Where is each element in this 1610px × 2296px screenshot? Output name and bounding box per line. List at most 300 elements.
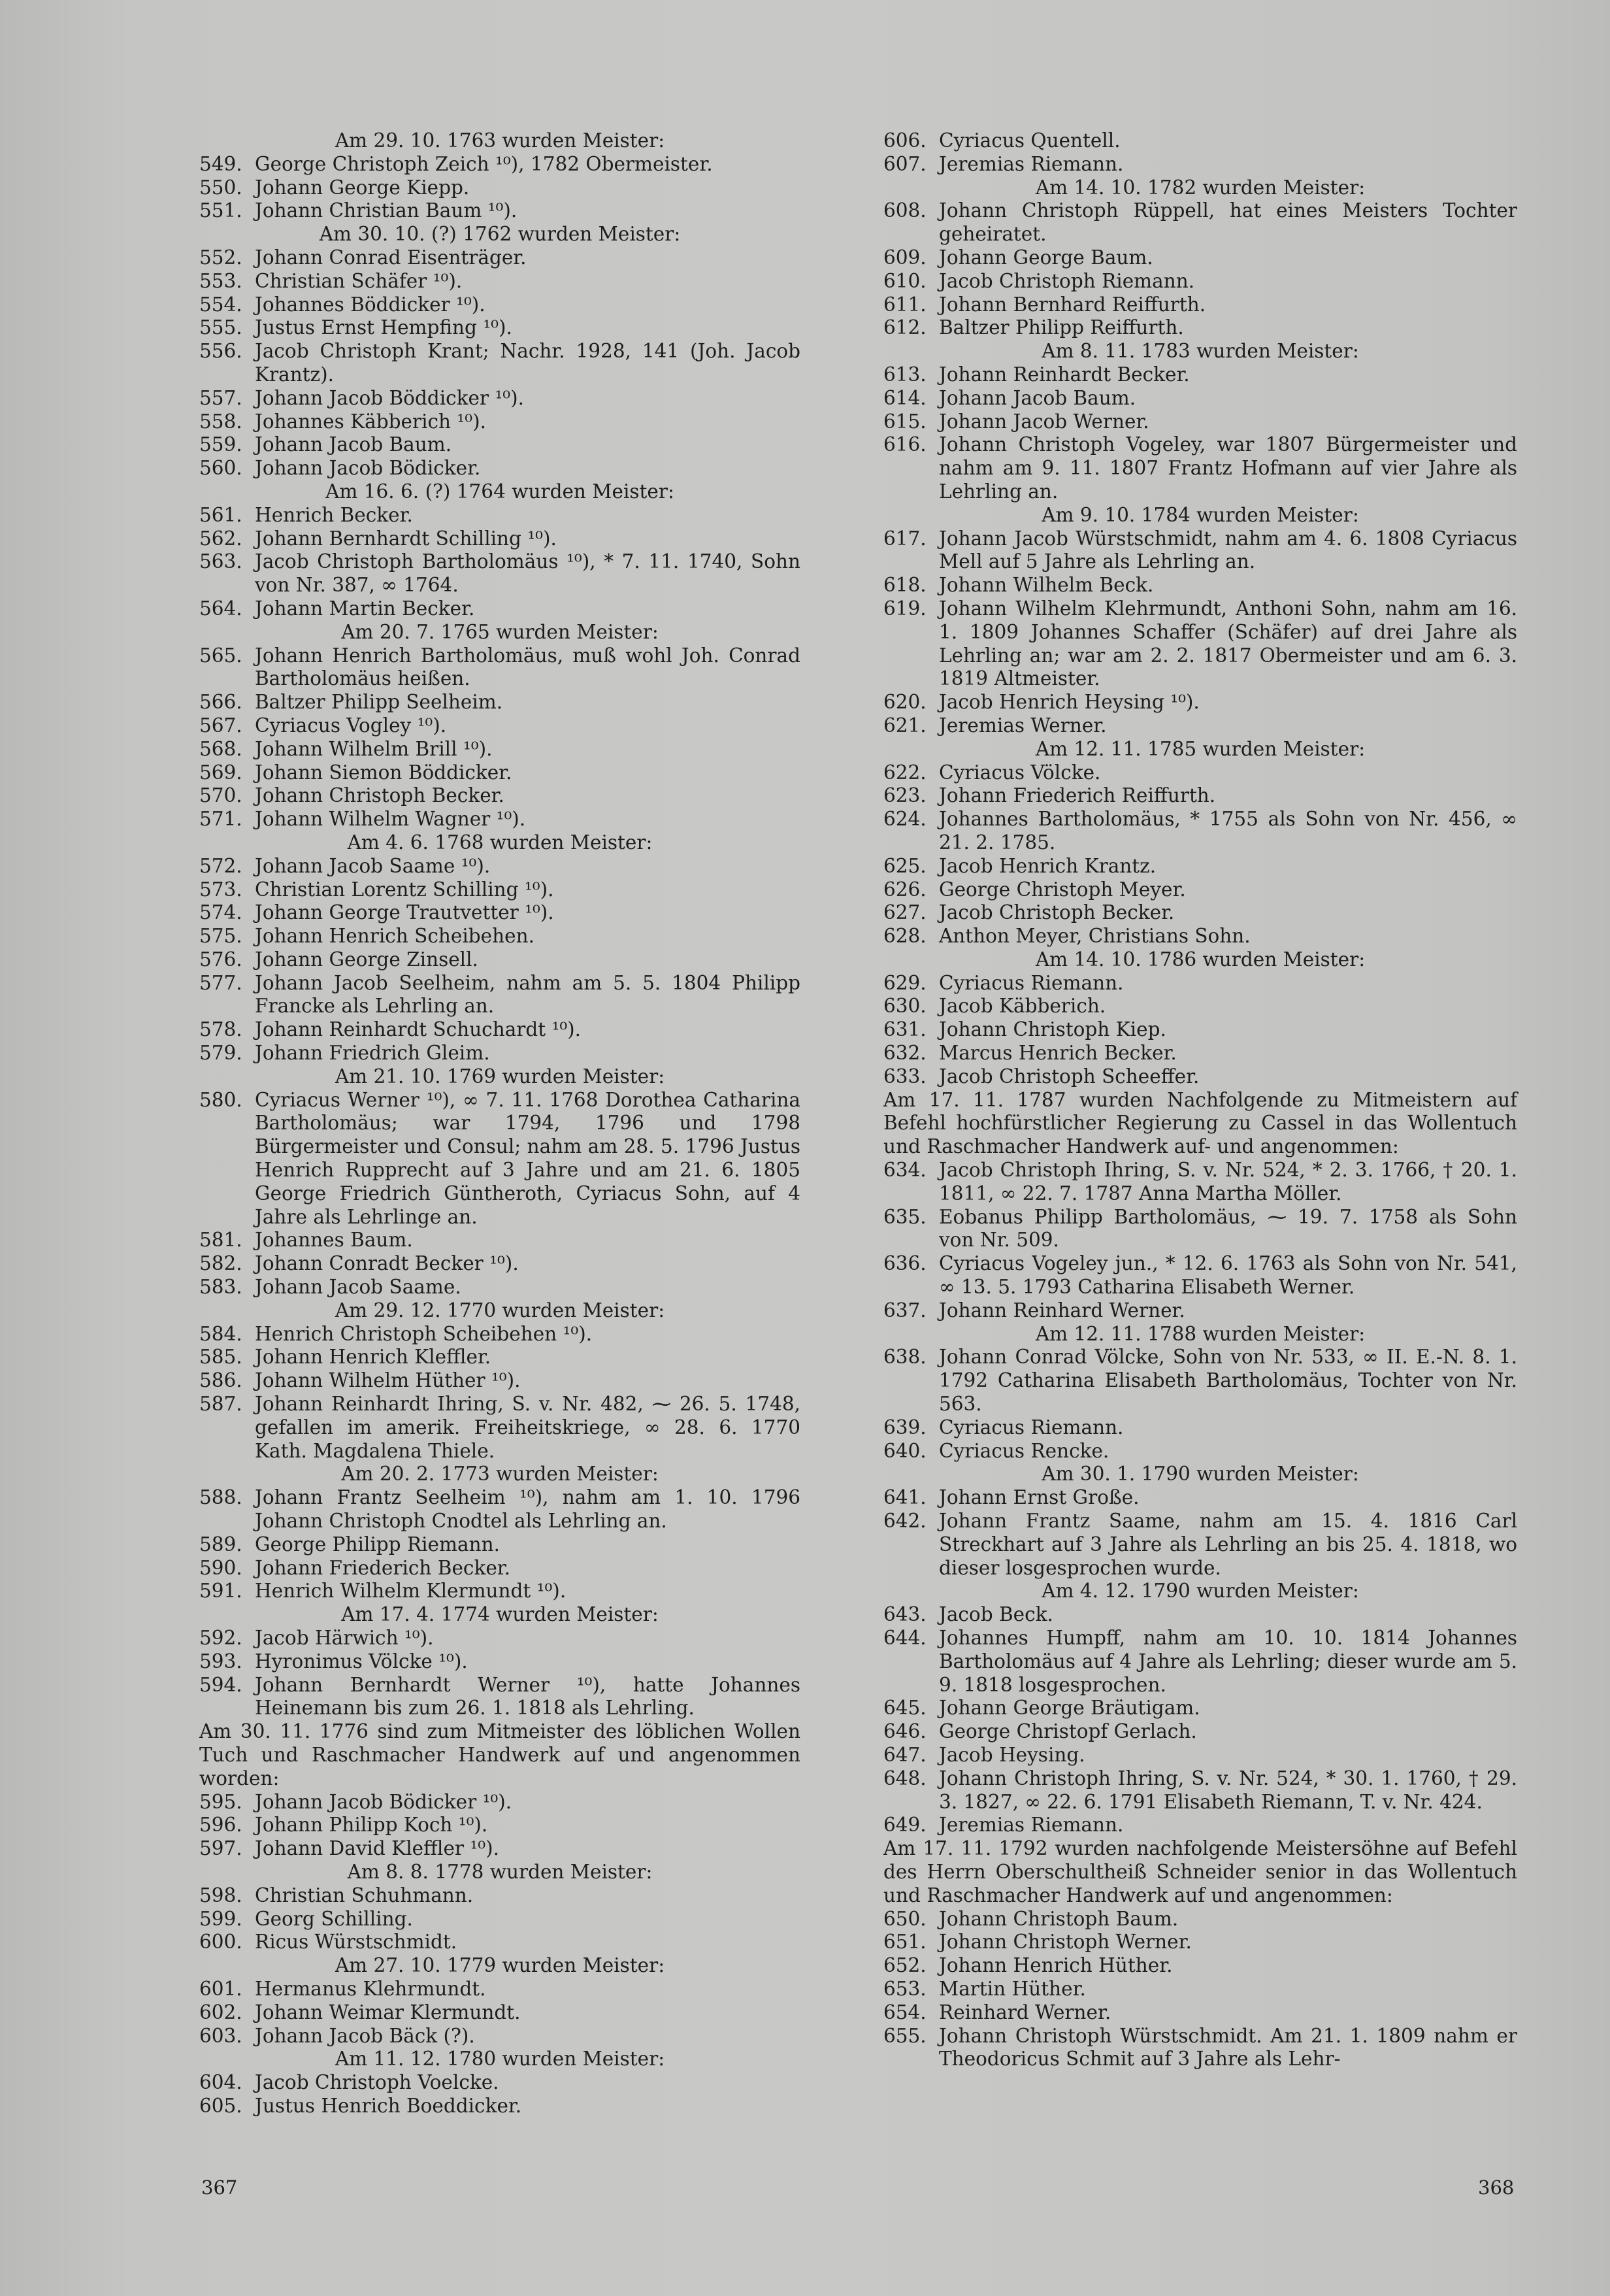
entry-number: 646. [883,1720,927,1743]
entry-number: 578. [199,1018,242,1041]
register-entry [883,387,1517,410]
entry-text: Georg Schilling. [255,1907,413,1930]
entry-number: 564. [199,597,242,620]
entry-number: 586. [199,1369,242,1392]
entry-text: Jacob Christoph Becker. [939,901,1175,924]
register-entry [199,761,800,785]
section-heading: Am 14. 10. 1786 wurden Meister: [1035,948,1366,971]
entry-text: Henrich Wilhelm Klermundt ¹⁰). [255,1580,567,1603]
register-entry [199,784,800,808]
entry-text: Jeremias Riemann. [939,1814,1124,1837]
entry-number: 582. [199,1252,242,1275]
entry-number: 554. [199,293,242,316]
entry-text: Johann Jacob Baum. [255,433,452,456]
entry-number: 647. [883,1743,927,1766]
entry-text: Baltzer Philipp Reiffurth. [939,316,1184,339]
entry-text: Johann Reinhard Werner. [939,1299,1185,1322]
entry-number: 561. [199,503,242,526]
entry-number: 634. [883,1159,927,1182]
entry-number: 635. [883,1205,927,1228]
register-entry [199,410,800,434]
entry-text: Johann George Zinsell. [255,948,478,971]
register-entry [199,387,800,410]
register-entry [883,761,1517,785]
register-entry [199,176,800,200]
section-heading: Am 27. 10. 1779 wurden Meister: [335,1954,665,1977]
entry-number: 644. [883,1627,927,1649]
entry-text: Ricus Würstschmidt. [255,1931,457,1954]
entry-text: Marcus Henrich Becker. [939,1042,1177,1065]
entry-text: Johann Frantz Seelheim ¹⁰), nahm am 1. 10. 1796 Johann Christoph Cnodtel als Lehrling an. [255,1486,800,1533]
entry-number: 621. [883,714,927,737]
register-entry [199,1393,800,1463]
entry-text: Johannes Humpff, nahm am 10. 10. 1814 Johannes Bartholomäus auf 4 Jahre als Lehrling; dieser wurde am 5. 9. 1818 losgesprochen. [939,1627,1517,1696]
register-entry [883,1065,1517,1089]
entry-text: Johann Reinhardt Ihring, S. v. Nr. 482, ⁓ 26. 5. 1748, gefallen im amerik. Freiheitskriege, ∞ 28. 6. 1770 Kath. Magdalena Thiele. [255,1393,800,1462]
entry-number: 592. [199,1627,242,1649]
register-entry [883,1206,1517,1253]
register-entry [199,199,800,223]
register-entry [199,1346,800,1369]
register-entry [199,644,800,691]
register-entry [883,855,1517,878]
register-entry [199,1837,800,1861]
entry-text: Johann Wilhelm Hüther ¹⁰). [255,1369,521,1392]
entry-number: 562. [199,527,242,550]
register-entry [199,925,800,948]
register-entry [883,199,1517,246]
entry-text: Johann Christoph Würstschmidt. Am 21. 1. 1809 nahm er Theodoricus Schmit auf 3 Jahre als Lehr- [939,2024,1517,2071]
entry-number: 559. [199,433,242,456]
entry-text: Jacob Christoph Riemann. [939,269,1195,292]
entry-text: Johannes Käbberich ¹⁰). [255,410,486,433]
entry-text: Jacob Christoph Ihring, S. v. Nr. 524, * 2. 3. 1766, † 20. 1. 1811, ∞ 22. 7. 1787 Anna Martha Möller. [939,1159,1517,1205]
register-entry [883,527,1517,574]
entry-number: 595. [199,1790,242,1813]
entry-text: Johann Henrich Scheibehen. [255,925,534,948]
entry-number: 600. [199,1931,242,1954]
entry-number: 580. [199,1088,242,1111]
entry-number: 625. [883,854,927,877]
entry-text: Jeremias Riemann. [939,152,1124,175]
entry-text: Johann Weimar Klermundt. [255,2001,521,2023]
entry-number: 611. [883,293,927,316]
entry-text: Johann Wilhelm Klehrmundt, Anthoni Sohn, nahm am 16. 1. 1809 Johannes Schaffer (Schäfer) auf drei Jahre als Lehrling an; war am 2. 2. 1817 Obermeister und am 6. 3. 1819 Altmeister. [939,597,1517,690]
entry-number: 631. [883,1018,927,1041]
entry-number: 608. [883,199,927,222]
entry-text: Johann Conrad Eisenträger. [255,246,527,269]
register-entry [883,1486,1517,1510]
register-entry [199,1791,800,1814]
section-heading: Am 11. 12. 1780 wurden Meister: [335,2048,665,2071]
register-entry [883,129,1517,153]
entry-text: Johann George Bräutigam. [939,1697,1200,1720]
register-entry [883,1720,1517,1744]
entry-number: 604. [199,2071,242,2094]
section-heading: Am 8. 8. 1778 wurden Meister: [347,1860,653,1883]
entry-number: 597. [199,1837,242,1860]
register-entry [883,293,1517,317]
entry-number: 613. [883,363,927,386]
register-entry [883,2025,1517,2072]
register-entry [199,457,800,480]
register-entry [199,738,800,761]
entry-text: Johann George Trautvetter ¹⁰). [255,901,554,924]
entry-number: 619. [883,597,927,620]
entry-text: Jacob Käbberich. [939,995,1106,1018]
entry-number: 590. [199,1556,242,1579]
entry-number: 650. [883,1907,927,1930]
entry-number: 633. [883,1065,927,1088]
entry-number: 574. [199,901,242,924]
register-entry [883,1908,1517,1931]
entry-text: Cyriacus Werner ¹⁰), ∞ 7. 11. 1768 Dorothea Catharina Bartholomäus; war 1794, 1796 und 1798 Bürgermeister und Consul; nahm am 28. 5. 1796 Justus Henrich Rupprecht auf 3 Jahre und am 21. 6. 1805 George Friedrich Güntheroth, Cyriacus Sohn, auf 4 Jahre als Lehrlinge an. [255,1088,800,1228]
entry-number: 653. [883,1977,927,2000]
entry-number: 614. [883,386,927,409]
entry-number: 616. [883,433,927,456]
section-heading: Am 8. 11. 1783 wurden Meister: [1042,340,1359,363]
register-entry [199,1018,800,1042]
section-heading: Am 14. 10. 1782 wurden Meister: [1035,176,1366,199]
register-entry [883,316,1517,340]
entry-text: Christian Lorentz Schilling ¹⁰). [255,878,554,901]
register-entry [883,1744,1517,1767]
register-entry [199,1229,800,1252]
entry-number: 622. [883,761,927,784]
entry-text: Cyriacus Riemann. [939,1416,1124,1439]
register-entry [199,270,800,293]
section-heading: Am 20. 7. 1765 wurden Meister: [341,620,659,643]
register-entry [883,433,1517,503]
register-entry [883,1603,1517,1627]
entry-number: 607. [883,152,927,175]
entry-number: 585. [199,1346,242,1369]
register-entry [883,1627,1517,1697]
register-entry [883,1767,1517,1814]
entry-text: George Christoph Zeich ¹⁰), 1782 Obermeister. [255,152,713,175]
entry-text: Reinhard Werner. [939,2001,1111,2023]
entry-text: Johann Jacob Bäck (?). [255,2024,475,2047]
register-entry [883,1954,1517,1978]
entry-text: Johann Conradt Becker ¹⁰). [255,1252,519,1275]
entry-number: 602. [199,2001,242,2023]
entry-number: 589. [199,1533,242,1556]
register-entry [199,901,800,925]
register-entry [199,597,800,621]
entry-text: Johann Jacob Werner. [939,410,1149,433]
register-entry [199,878,800,902]
entry-text: George Christopf Gerlach. [939,1720,1197,1743]
entry-number: 576. [199,948,242,971]
entry-text: Christian Schuhmann. [255,1884,474,1906]
register-entry [883,1416,1517,1440]
entry-text: George Christoph Meyer. [939,878,1186,901]
register-entry [199,1978,800,2001]
entry-text: Johann Wilhelm Beck. [939,574,1154,597]
register-entry [883,901,1517,925]
register-entry [199,316,800,340]
entry-number: 550. [199,176,242,199]
register-entry [199,433,800,457]
register-entry [199,2001,800,2025]
entry-number: 603. [199,2024,242,2047]
entry-text: Johann Wilhelm Wagner ¹⁰). [255,808,526,831]
entry-text: Johann Jacob Saame ¹⁰). [255,854,491,877]
entry-number: 612. [883,316,927,339]
entry-number: 628. [883,925,927,948]
entry-number: 558. [199,410,242,433]
register-entry [883,1510,1517,1580]
register-entry [883,925,1517,948]
entry-text: Jacob Henrich Krantz. [939,854,1157,877]
entry-text: Cyriacus Quentell. [939,129,1121,152]
entry-text: Cyriacus Völcke. [939,761,1101,784]
section-heading: Am 29. 10. 1763 wurden Meister: [335,129,665,152]
entry-text: Johann Reinhardt Becker. [939,363,1190,386]
register-entry [199,1089,800,1229]
entry-number: 638. [883,1346,927,1369]
entry-text: Johann Friedrich Gleim. [255,1042,490,1065]
entry-text: Johann Christoph Kiep. [939,1018,1166,1041]
entry-text: Johann Friederich Becker. [255,1556,511,1579]
register-entry [883,153,1517,176]
entry-text: Jacob Henrich Heysing ¹⁰). [939,691,1200,714]
entry-number: 632. [883,1042,927,1065]
entry-number: 566. [199,691,242,714]
entry-number: 581. [199,1229,242,1252]
entry-text: Johann Siemon Böddicker. [255,761,512,784]
entry-text: Johann Henrich Bartholomäus, muß wohl Joh. Conrad Bartholomäus heißen. [255,644,800,690]
register-entry [883,410,1517,434]
register-entry [199,1533,800,1557]
entry-number: 569. [199,761,242,784]
entry-number: 652. [883,1954,927,1977]
entry-text: Justus Ernst Hempfing ¹⁰). [255,316,512,339]
section-heading: Am 21. 10. 1769 wurden Meister: [335,1065,665,1088]
entry-number: 567. [199,714,242,737]
register-entry [199,691,800,714]
entry-number: 594. [199,1673,242,1696]
entry-number: 620. [883,691,927,714]
register-entry [199,1486,800,1533]
entry-text: Johann Jacob Bödicker ¹⁰). [255,1790,512,1813]
entry-number: 579. [199,1042,242,1065]
section-heading: Am 9. 10. 1784 wurden Meister: [1042,503,1359,526]
entry-text: Baltzer Philipp Seelheim. [255,691,503,714]
entry-text: Johann Jacob Seelheim, nahm am 5. 5. 1804 Philipp Francke als Lehrling an. [255,971,800,1018]
entry-number: 605. [199,2094,242,2117]
section-heading: Am 17. 4. 1774 wurden Meister: [341,1603,659,1626]
register-entry [883,784,1517,808]
register-entry [199,948,800,972]
entry-text: Cyriacus Vogeley jun., * 12. 6. 1763 als Sohn von Nr. 541, ∞ 13. 5. 1793 Catharina Elisabeth Werner. [939,1252,1517,1299]
entry-text: Johann Jacob Bödicker. [255,457,481,480]
entry-text: Jacob Christoph Scheeffer. [939,1065,1200,1088]
register-entry [883,1159,1517,1206]
page-number-right: 368 [1478,2176,1515,2199]
entry-number: 568. [199,737,242,760]
register-entry [199,1323,800,1346]
entry-number: 572. [199,854,242,877]
entry-number: 645. [883,1697,927,1720]
register-entry [883,1440,1517,1463]
entry-number: 636. [883,1252,927,1275]
section-heading: Am 29. 12. 1770 wurden Meister: [335,1299,665,1322]
register-entry [199,1674,800,1721]
section-heading: Am 12. 11. 1785 wurden Meister: [1035,737,1366,760]
register-entry [199,1369,800,1393]
entry-number: 624. [883,808,927,831]
entry-text: Johann Frantz Saame, nahm am 15. 4. 1816 Carl Streckhart auf 3 Jahre als Lehrling an bis 25. 4. 1818, wo dieser losgesprochen wurde. [939,1510,1517,1579]
register-entry [883,1978,1517,2001]
register-entry [199,1931,800,1954]
register-entry [883,2001,1517,2025]
section-heading: Am 16. 6. (?) 1764 wurden Meister: [325,480,674,503]
register-entry [199,2025,800,2048]
entry-number: 577. [199,971,242,994]
entry-text: Jacob Christoph Bartholomäus ¹⁰), * 7. 11. 1740, Sohn von Nr. 387, ∞ 1764. [255,550,800,597]
entry-number: 640. [883,1439,927,1462]
register-entry [883,363,1517,387]
entry-number: 610. [883,269,927,292]
register-entry [199,1252,800,1276]
section-heading: Am 12. 11. 1788 wurden Meister: [1035,1322,1366,1345]
register-entry [199,714,800,738]
entry-number: 641. [883,1486,927,1509]
entry-number: 598. [199,1884,242,1906]
entry-number: 587. [199,1393,242,1416]
entry-number: 629. [883,971,927,994]
register-entry [883,972,1517,995]
entry-number: 555. [199,316,242,339]
section-heading: Am 4. 6. 1768 wurden Meister: [347,831,653,854]
register-entry [883,1042,1517,1065]
section-heading: Am 4. 12. 1790 wurden Meister: [1042,1580,1359,1603]
section-heading: Am 20. 2. 1773 wurden Meister: [341,1463,659,1486]
entry-number: 615. [883,410,927,433]
entry-number: 583. [199,1276,242,1299]
register-entry [199,1650,800,1674]
entry-text: Jacob Christoph Krant; Nachr. 1928, 141 (Joh. Jacob Krantz). [255,340,800,386]
register-entry [883,1814,1517,1837]
entry-text: Johann Jacob Baum. [939,386,1136,409]
section-note: Am 17. 11. 1787 wurden Nachfolgende zu Mitmeistern auf Befehl hochfürstlicher Regierung zu Cassel in das Wollentuch und Raschmacher Handwerk auf- und angenommen: [883,1088,1517,1158]
section-heading: Am 30. 10. (?) 1762 wurden Meister: [319,223,681,246]
entry-text: Johann Christian Baum ¹⁰). [255,199,518,222]
entry-text: Johannes Bartholomäus, * 1755 als Sohn von Nr. 456, ∞ 21. 2. 1785. [939,808,1517,854]
entry-number: 596. [199,1814,242,1837]
register-entry [199,504,800,527]
register-entry [883,246,1517,270]
entry-text: Johann Ernst Große. [939,1486,1140,1509]
entry-number: 556. [199,340,242,363]
entry-number: 649. [883,1814,927,1837]
entry-text: Christian Schäfer ¹⁰). [255,269,463,292]
entry-number: 552. [199,246,242,269]
entry-text: Johann Friederich Reiffurth. [939,784,1216,807]
register-entry [199,1557,800,1580]
entry-number: 553. [199,269,242,292]
register-entry [883,714,1517,738]
register-entry [883,574,1517,597]
entry-number: 643. [883,1603,927,1626]
register-entry [199,1814,800,1837]
register-entry [199,1580,800,1603]
register-entry [883,878,1517,902]
register-entry [883,1299,1517,1323]
entry-number: 560. [199,457,242,480]
entry-number: 563. [199,550,242,573]
entry-text: Jacob Christoph Voelcke. [255,2071,499,2094]
entry-number: 549. [199,152,242,175]
register-entry [199,972,800,1019]
register-entry [199,2095,800,2118]
entry-number: 575. [199,925,242,948]
entry-text: Johann Conrad Völcke, Sohn von Nr. 533, ∞ II. E.-N. 8. 1. 1792 Catharina Elisabeth Bartholomäus, Tochter von Nr. 563. [939,1346,1517,1416]
entry-text: Johann Reinhardt Schuchardt ¹⁰). [255,1018,582,1041]
entry-number: 557. [199,386,242,409]
section-note: Am 17. 11. 1792 wurden nachfolgende Meistersöhne auf Befehl des Herrn Oberschultheiß Schneider senior in das Wollentuch und Raschmacher Handwerk auf und angenommen: [883,1837,1517,1906]
entry-text: Eobanus Philipp Bartholomäus, ⁓ 19. 7. 1758 als Sohn von Nr. 509. [939,1205,1517,1252]
register-entry [199,1042,800,1065]
entry-text: George Philipp Riemann. [255,1533,500,1556]
entry-number: 593. [199,1650,242,1672]
entry-text: Johann Bernhardt Schilling ¹⁰). [255,527,557,550]
entry-number: 654. [883,2001,927,2023]
register-entry [199,293,800,317]
entry-number: 606. [883,129,927,152]
entry-text: Cyriacus Rencke. [939,1439,1109,1462]
entry-text: Anthon Meyer, Christians Sohn. [939,925,1251,948]
entry-text: Justus Henrich Boeddicker. [255,2094,522,2117]
section-heading: Am 30. 1. 1790 wurden Meister: [1042,1463,1359,1486]
entry-text: Jacob Härwich ¹⁰). [255,1627,434,1649]
entry-number: 570. [199,784,242,807]
register-entry [199,855,800,878]
entry-text: Cyriacus Riemann. [939,971,1124,994]
register-entry [883,1346,1517,1416]
entry-text: Johann Christoph Becker. [255,784,504,807]
entry-text: Hyronimus Völcke ¹⁰). [255,1650,468,1672]
register-entry [883,1252,1517,1299]
entry-text: Johann Philipp Koch ¹⁰). [255,1814,488,1837]
entry-text: Johann Christoph Vogeley, war 1807 Bürgermeister und nahm am 9. 11. 1807 Frantz Hofmann auf vier Jahre als Lehrling an. [939,433,1517,503]
register-entry [883,1018,1517,1042]
entry-number: 617. [883,527,927,550]
entry-text: Jacob Beck. [939,1603,1053,1626]
entry-number: 591. [199,1580,242,1603]
entry-text: Johann Martin Becker. [255,597,475,620]
register-entry [199,808,800,831]
entry-text: Johann Jacob Würstschmidt, nahm am 4. 6. 1808 Cyriacus Mell auf 5 Jahre als Lehrling an. [939,527,1517,573]
register-entry [883,1931,1517,1954]
register-entry [199,1627,800,1650]
entry-number: 599. [199,1907,242,1930]
entry-number: 584. [199,1322,242,1345]
register-entry [199,527,800,551]
register-entry [199,550,800,597]
register-entry [199,340,800,387]
entry-text: Johann David Kleffler ¹⁰). [255,1837,499,1860]
entry-text: Henrich Becker. [255,503,413,526]
entry-number: 609. [883,246,927,269]
entry-text: Johannes Baum. [255,1229,413,1252]
entry-text: Johann Henrich Hüther. [939,1954,1173,1977]
entry-number: 627. [883,901,927,924]
right-column [883,129,1517,2071]
register-entry [883,1697,1517,1720]
entry-number: 601. [199,1977,242,2000]
